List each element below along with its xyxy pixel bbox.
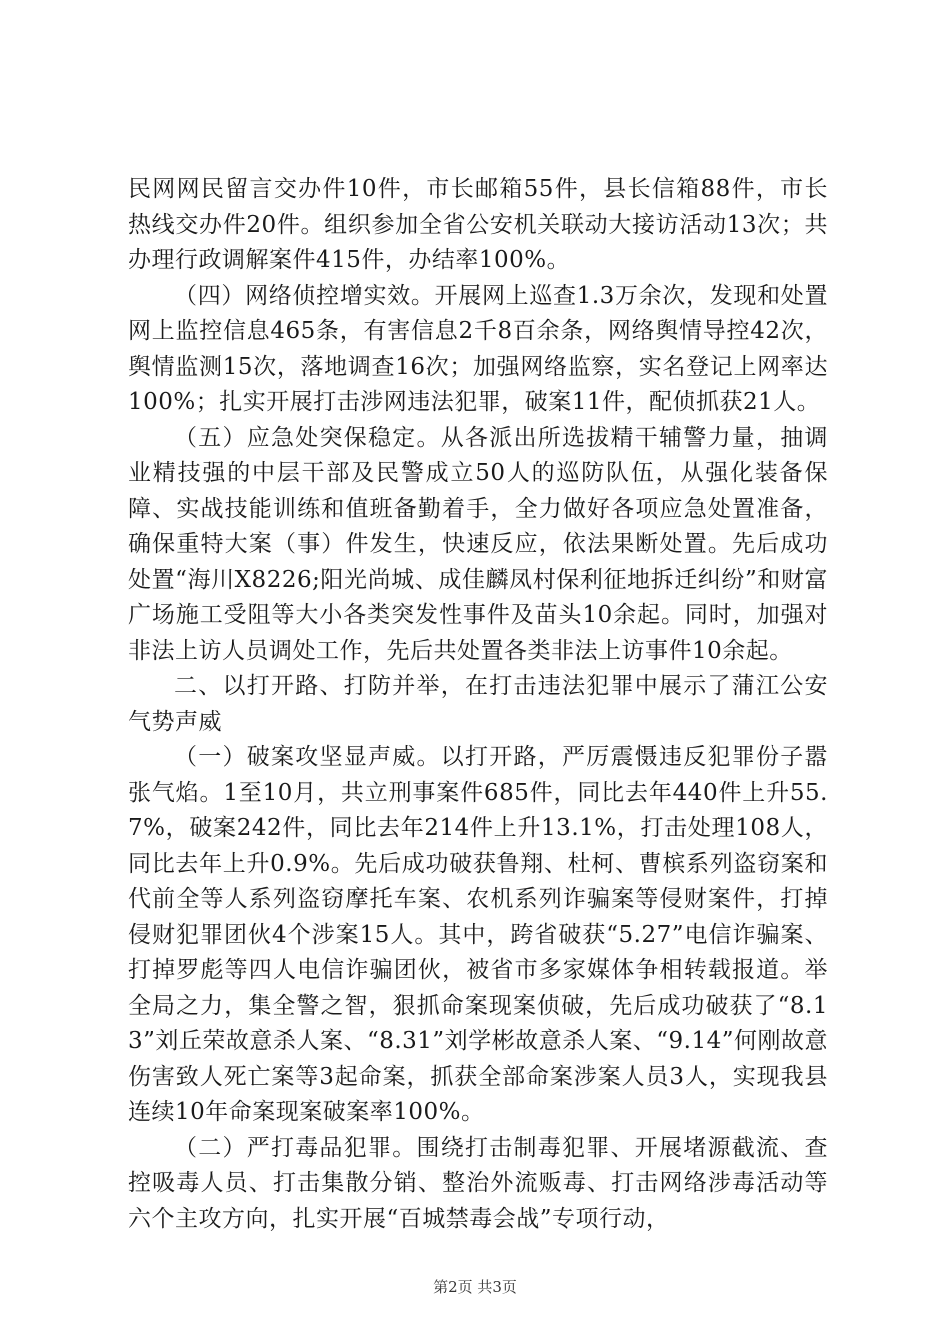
paragraph-2: （四）网络侦控增实效。开展网上巡查1.3万余次，发现和处置网上监控信息465条，有害信息2千8百余条，网络舆情导控42次，舆情监测15次，落地调查16次；加强网络监察，实名登记上网率达100%；扎实开展打击涉网违法犯罪，破案11件，配侦抓获21人。 bbox=[128, 282, 828, 415]
page-footer: 第2页 共3页 bbox=[433, 1278, 517, 1296]
document-body bbox=[128, 172, 828, 1237]
paragraph-5: （二）严打毒品犯罪。围绕打击制毒犯罪、开展堵源截流、查控吸毒人员、打击集散分销、整治外流贩毒、打击网络涉毒活动等六个主攻方向，扎实开展“百城禁毒会战”专项行动， bbox=[128, 1134, 828, 1232]
section-heading: 二、以打开路、打防并举，在打击违法犯罪中展示了蒲江公安气势声威 bbox=[128, 673, 828, 735]
paragraph-3: （五）应急处突保稳定。从各派出所选拔精干辅警力量，抽调业精技强的中层干部及民警成立50人的巡防队伍，从强化装备保障、实战技能训练和值班备勤着手，全力做好各项应急处置准备，确保重特大案（事）件发生，快速反应，依法果断处置。先后成功处置“海川X8226;阳光尚城、成佳麟凤村保利征地拆迁纠纷”和财富广场施工受阻等大小各类突发性事件及苗头10余起。同时，加强对非法上访人员调处工作，先后共处置各类非法上访事件10余起。 bbox=[128, 424, 828, 664]
paragraph-4: （一）破案攻坚显声威。以打开路，严厉震慑违反犯罪份子嚣张气焰。1至10月，共立刑事案件685件，同比去年440件上升55.7%，破案242件，同比去年214件上升13.1%，打击处理108人，同比去年上升0.9%。先后成功破获鲁翔、杜柯、曹槟系列盗窃案和代前全等人系列盗窃摩托车案、农机系列诈骗案等侵财案件，打掉侵财犯罪团伙4个涉案15人。其中，跨省破获“5.27”电信诈骗案、打掉罗彪等四人电信诈骗团伙，被省市多家媒体争相转载报道。举全局之力，集全警之智，狠抓命案现案侦破，先后成功破获了“8.13”刘丘荣故意杀人案、“8.31”刘学彬故意杀人案、“9.14”何刚故意伤害致人死亡案等3起命案，抓获全部命案涉案人员3人，实现我县连续10年命案现案破案率100%。 bbox=[128, 744, 828, 1125]
paragraph-1: 民网网民留言交办件10件，市长邮箱55件，县长信箱88件，市长热线交办件20件。组织参加全省公安机关联动大接访活动13次；共办理行政调解案件415件，办结率100%。 bbox=[128, 176, 828, 273]
